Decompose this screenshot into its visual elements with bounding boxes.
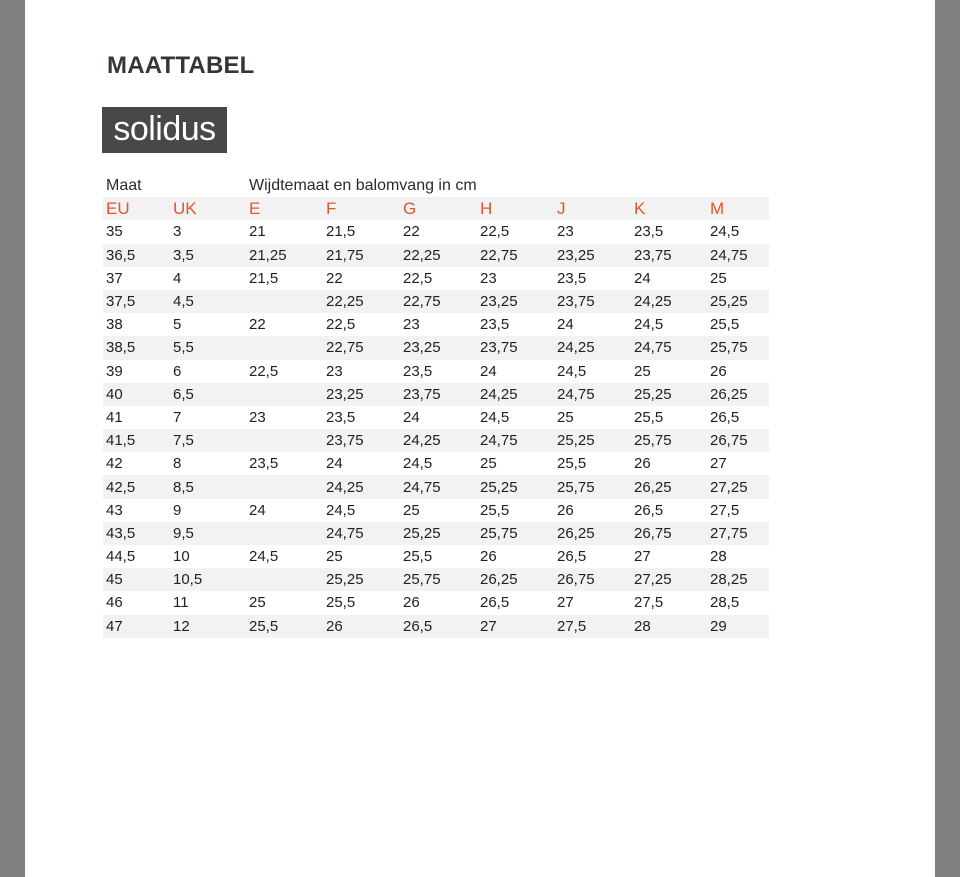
table-cell: 37,5 — [103, 290, 170, 313]
table-cell: 7,5 — [170, 429, 246, 452]
table-cell — [246, 429, 323, 452]
table-row — [103, 360, 769, 383]
table-cell: 25,5 — [403, 548, 433, 566]
column-header: G — [400, 197, 477, 220]
table-cell: 6 — [173, 362, 182, 380]
table-cell: 26,75 — [631, 522, 707, 545]
table-cell: 21,5 — [326, 223, 356, 241]
table-cell: 38 — [106, 316, 123, 334]
table-cell: 46 — [106, 594, 123, 612]
column-header: F — [323, 197, 400, 220]
table-cell: 27 — [477, 615, 554, 638]
table-cell: 44,5 — [106, 548, 136, 566]
table-cell: 23,5 — [634, 223, 664, 241]
table-cell: 25,25 — [631, 383, 707, 406]
table-cell: 10 — [173, 548, 190, 566]
table-cell: 22,5 — [249, 362, 279, 380]
table-cell: 42 — [106, 455, 123, 473]
table-cell: 22,25 — [400, 244, 477, 267]
section-header-row — [103, 174, 769, 197]
table-row — [103, 452, 769, 475]
size-table — [103, 174, 769, 638]
table-cell: 26 — [634, 455, 651, 473]
table-cell: 24 — [403, 408, 420, 426]
table-cell — [246, 336, 323, 359]
column-header: K — [631, 197, 707, 220]
table-cell: 42,5 — [103, 475, 170, 498]
table-cell: 25 — [326, 548, 343, 566]
table-cell: 25,5 — [246, 615, 323, 638]
table-cell: 23 — [480, 269, 497, 287]
table-cell: 21,25 — [246, 244, 323, 267]
table-row — [103, 406, 769, 429]
table-row — [103, 475, 769, 498]
table-cell: 24,75 — [631, 336, 707, 359]
table-cell: 25 — [249, 594, 266, 612]
table-cell: 26 — [710, 362, 727, 380]
table-cell: 28 — [631, 615, 707, 638]
table-cell: 25,25 — [707, 290, 769, 313]
column-header: UK — [170, 197, 246, 220]
table-cell: 23,25 — [554, 244, 631, 267]
column-header: E — [246, 197, 323, 220]
table-cell: 26,75 — [707, 429, 769, 452]
table-cell: 22,5 — [403, 269, 433, 287]
table-cell: 41 — [106, 408, 123, 426]
table-cell: 21 — [249, 223, 266, 241]
table-cell: 24,25 — [631, 290, 707, 313]
table-cell: 25,5 — [326, 594, 356, 612]
column-header: EU — [103, 197, 170, 220]
table-cell: 12 — [170, 615, 246, 638]
table-cell: 23,25 — [477, 290, 554, 313]
table-cell: 8 — [173, 455, 182, 473]
table-cell: 24,5 — [557, 362, 587, 380]
table-cell: 6,5 — [170, 383, 246, 406]
table-cell: 28,5 — [710, 594, 740, 612]
table-cell: 27,5 — [634, 594, 664, 612]
table-cell: 25,5 — [480, 501, 510, 519]
table-cell: 21,75 — [323, 244, 400, 267]
table-cell: 26,5 — [400, 615, 477, 638]
table-cell: 25 — [634, 362, 651, 380]
table-cell: 7 — [173, 408, 182, 426]
table-cell: 23 — [557, 223, 574, 241]
table-cell: 25,5 — [557, 455, 587, 473]
table-cell: 22 — [249, 316, 266, 334]
table-cell: 24,5 — [249, 548, 279, 566]
table-cell: 3,5 — [170, 244, 246, 267]
table-cell: 24,25 — [323, 475, 400, 498]
table-cell: 27 — [634, 548, 651, 566]
table-cell: 25,5 — [710, 316, 740, 334]
page-title: MAATTABEL — [107, 52, 255, 79]
table-cell: 23,5 — [480, 316, 510, 334]
table-cell: 23,5 — [249, 455, 279, 473]
table-cell: 28,25 — [707, 568, 769, 591]
table-cell — [246, 290, 323, 313]
table-cell: 11 — [173, 594, 189, 612]
table-cell — [246, 568, 323, 591]
table-cell: 22 — [403, 223, 420, 241]
table-cell: 24,75 — [707, 244, 769, 267]
table-cell: 22,75 — [400, 290, 477, 313]
table-cell: 25,75 — [707, 336, 769, 359]
table-cell: 27 — [710, 455, 727, 473]
table-cell: 26,5 — [634, 501, 664, 519]
table-cell: 25 — [557, 408, 574, 426]
table-row — [103, 336, 769, 359]
table-cell: 26 — [323, 615, 400, 638]
table-cell: 25,25 — [323, 568, 400, 591]
table-row — [103, 429, 769, 452]
table-cell: 26,25 — [477, 568, 554, 591]
table-cell: 5 — [173, 316, 182, 334]
table-cell: 24,5 — [403, 455, 433, 473]
table-cell: 28 — [710, 548, 727, 566]
table-row — [103, 220, 769, 243]
table-row — [103, 591, 769, 614]
table-cell: 10,5 — [170, 568, 246, 591]
table-cell — [246, 475, 323, 498]
section-label-width: Wijdtemaat en balomvang in cm — [249, 176, 477, 194]
table-cell: 23,75 — [477, 336, 554, 359]
table-cell: 25 — [480, 455, 497, 473]
table-row — [103, 383, 769, 406]
table-cell: 9 — [173, 501, 182, 519]
table-cell: 24 — [557, 316, 574, 334]
table-cell: 25,75 — [400, 568, 477, 591]
table-cell: 25,75 — [477, 522, 554, 545]
table-cell: 35 — [106, 223, 123, 241]
table-cell: 37 — [106, 269, 123, 287]
table-cell: 24,25 — [477, 383, 554, 406]
table-cell — [246, 522, 323, 545]
table-row — [103, 290, 769, 313]
table-cell: 23 — [403, 316, 420, 334]
table-cell: 24,75 — [323, 522, 400, 545]
table-cell: 26,25 — [554, 522, 631, 545]
table-cell: 24 — [634, 269, 651, 287]
table-cell: 26,25 — [631, 475, 707, 498]
table-cell: 25,5 — [634, 408, 664, 426]
table-cell: 27,5 — [554, 615, 631, 638]
table-cell: 38,5 — [103, 336, 170, 359]
table-cell: 26,5 — [480, 594, 510, 612]
table-cell: 23,75 — [631, 244, 707, 267]
table-cell: 25,75 — [631, 429, 707, 452]
table-cell: 26 — [403, 594, 420, 612]
table-cell: 24,5 — [710, 223, 740, 241]
section-label-maat: Maat — [106, 176, 142, 194]
table-cell: 22,25 — [323, 290, 400, 313]
table-cell: 41,5 — [103, 429, 170, 452]
table-cell: 24,75 — [400, 475, 477, 498]
table-cell: 4,5 — [170, 290, 246, 313]
table-cell: 22,75 — [477, 244, 554, 267]
table-cell: 43,5 — [103, 522, 170, 545]
table-cell: 27,25 — [707, 475, 769, 498]
column-header-row — [103, 197, 769, 220]
table-row — [103, 499, 769, 522]
table-cell: 36,5 — [103, 244, 170, 267]
table-cell: 23,75 — [554, 290, 631, 313]
table-cell: 22,5 — [326, 316, 356, 334]
table-cell: 24,25 — [400, 429, 477, 452]
table-cell: 24 — [249, 501, 266, 519]
table-body — [103, 220, 769, 637]
table-cell: 27,75 — [707, 522, 769, 545]
table-cell: 24 — [480, 362, 497, 380]
table-cell: 24,25 — [554, 336, 631, 359]
table-cell: 26,5 — [557, 548, 587, 566]
table-cell: 25,25 — [554, 429, 631, 452]
table-row — [103, 545, 769, 568]
table-cell: 47 — [103, 615, 170, 638]
table-cell: 40 — [103, 383, 170, 406]
table-cell: 23,75 — [400, 383, 477, 406]
table-cell: 29 — [707, 615, 769, 638]
table-cell: 26 — [557, 501, 574, 519]
table-cell: 25 — [710, 269, 727, 287]
table-cell: 25,75 — [554, 475, 631, 498]
table-row — [103, 267, 769, 290]
table-cell: 22,75 — [323, 336, 400, 359]
column-header: J — [554, 197, 631, 220]
table-cell: 22 — [326, 269, 343, 287]
table-cell: 26,5 — [710, 408, 740, 426]
brand-logo: solidus — [102, 107, 227, 153]
table-cell: 26,75 — [554, 568, 631, 591]
column-header: M — [707, 197, 769, 220]
table-cell: 26,25 — [707, 383, 769, 406]
table-cell: 9,5 — [170, 522, 246, 545]
table-cell: 23,25 — [400, 336, 477, 359]
table-cell: 4 — [173, 269, 182, 287]
table-cell: 24,5 — [480, 408, 510, 426]
table-cell: 8,5 — [170, 475, 246, 498]
table-cell: 39 — [106, 362, 123, 380]
table-row — [103, 244, 769, 267]
table-cell: 24,75 — [477, 429, 554, 452]
column-header: H — [477, 197, 554, 220]
table-row — [103, 522, 769, 545]
table-cell: 23,75 — [323, 429, 400, 452]
table-cell: 24 — [326, 455, 343, 473]
table-cell: 43 — [106, 501, 123, 519]
table-cell: 27,25 — [631, 568, 707, 591]
table-cell: 3 — [173, 223, 182, 241]
table-cell: 45 — [103, 568, 170, 591]
table-cell: 23,25 — [323, 383, 400, 406]
document-page — [25, 0, 935, 877]
table-cell: 5,5 — [170, 336, 246, 359]
table-cell: 24,5 — [326, 501, 356, 519]
table-cell: 24,75 — [554, 383, 631, 406]
table-cell: 24,5 — [634, 316, 664, 334]
table-cell: 23,5 — [326, 408, 356, 426]
table-cell: 27,5 — [710, 501, 740, 519]
table-cell: 23,5 — [403, 362, 433, 380]
table-cell: 25 — [403, 501, 420, 519]
table-cell: 23 — [249, 408, 266, 426]
table-cell: 26 — [480, 548, 497, 566]
table-cell: 25,25 — [477, 475, 554, 498]
table-cell — [246, 383, 323, 406]
table-cell: 25,25 — [400, 522, 477, 545]
table-row — [103, 313, 769, 336]
table-row — [103, 568, 769, 591]
table-cell: 22,5 — [480, 223, 510, 241]
table-cell: 23,5 — [557, 269, 587, 287]
table-cell: 23 — [326, 362, 343, 380]
table-row — [103, 615, 769, 638]
table-cell: 27 — [557, 594, 574, 612]
table-cell: 21,5 — [249, 269, 279, 287]
